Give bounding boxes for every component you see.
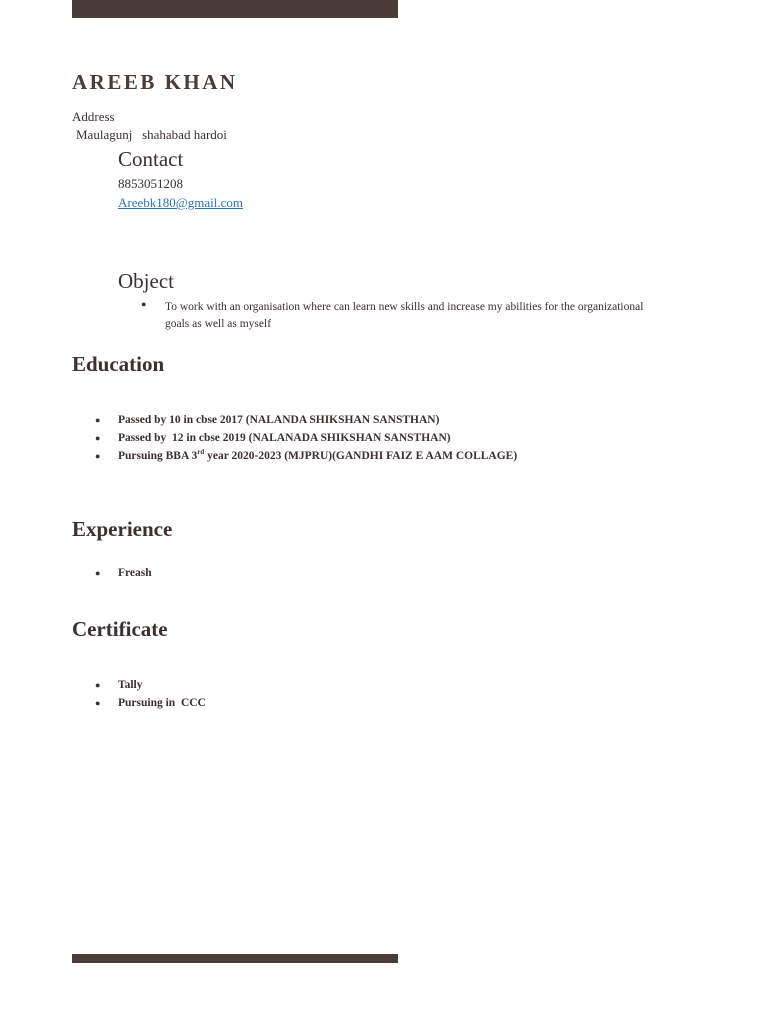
address-value: Maulagunj shahabad hardoi — [76, 127, 227, 142]
address-label: Address — [72, 109, 115, 124]
list-item — [72, 564, 152, 582]
list-item — [72, 447, 517, 465]
email-link[interactable]: Areebk180@gmail.com — [118, 195, 243, 210]
ordinal-suffix: rd — [197, 448, 205, 457]
experience-item-text: Freash — [118, 567, 152, 579]
education-item-text-start: Pursuing BBA 3 — [118, 450, 198, 462]
certificate-list — [72, 676, 206, 712]
list-item — [72, 411, 517, 429]
objective-heading: Object — [118, 269, 174, 293]
bullet-icon: ● — [95, 415, 101, 425]
certificate-heading: Certificate — [72, 617, 168, 641]
candidate-name: AREEB KHAN — [72, 70, 238, 94]
education-item-text-end: year 2020-2023 (MJPRU)(GANDHI FAIZ E AAM COLLAGE) — [204, 450, 518, 462]
list-item — [72, 694, 206, 712]
education-list — [72, 411, 517, 465]
contact-heading: Contact — [118, 147, 184, 171]
bullet-icon: ● — [95, 568, 101, 578]
bullet-icon: ● — [95, 451, 101, 461]
list-item — [72, 429, 517, 447]
top-decorative-bar — [72, 0, 398, 18]
education-heading: Education — [72, 352, 165, 376]
bullet-icon: ● — [95, 698, 101, 708]
bullet-icon: ● — [95, 433, 101, 443]
experience-heading: Experience — [72, 517, 173, 541]
objective-text: To work with an organisation where can learn new skills and increase my abilities for the organizational goals as well as myself — [165, 301, 644, 330]
education-item-text: Passed by 10 in cbse 2017 (NALANDA SHIKSHAN SANSTHAN) — [118, 414, 440, 426]
bullet-icon: ● — [95, 680, 101, 690]
certificate-item-text: Pursuing in CCC — [118, 697, 206, 709]
phone-number: 8853051208 — [118, 176, 183, 191]
list-item — [72, 676, 206, 694]
bottom-decorative-bar — [72, 954, 398, 963]
bullet-icon: ● — [141, 299, 147, 309]
experience-list — [72, 564, 152, 582]
certificate-item-text: Tally — [118, 679, 143, 691]
education-item-text: Passed by 12 in cbse 2019 (NALANADA SHIKSHAN SANSTHAN) — [118, 432, 451, 444]
